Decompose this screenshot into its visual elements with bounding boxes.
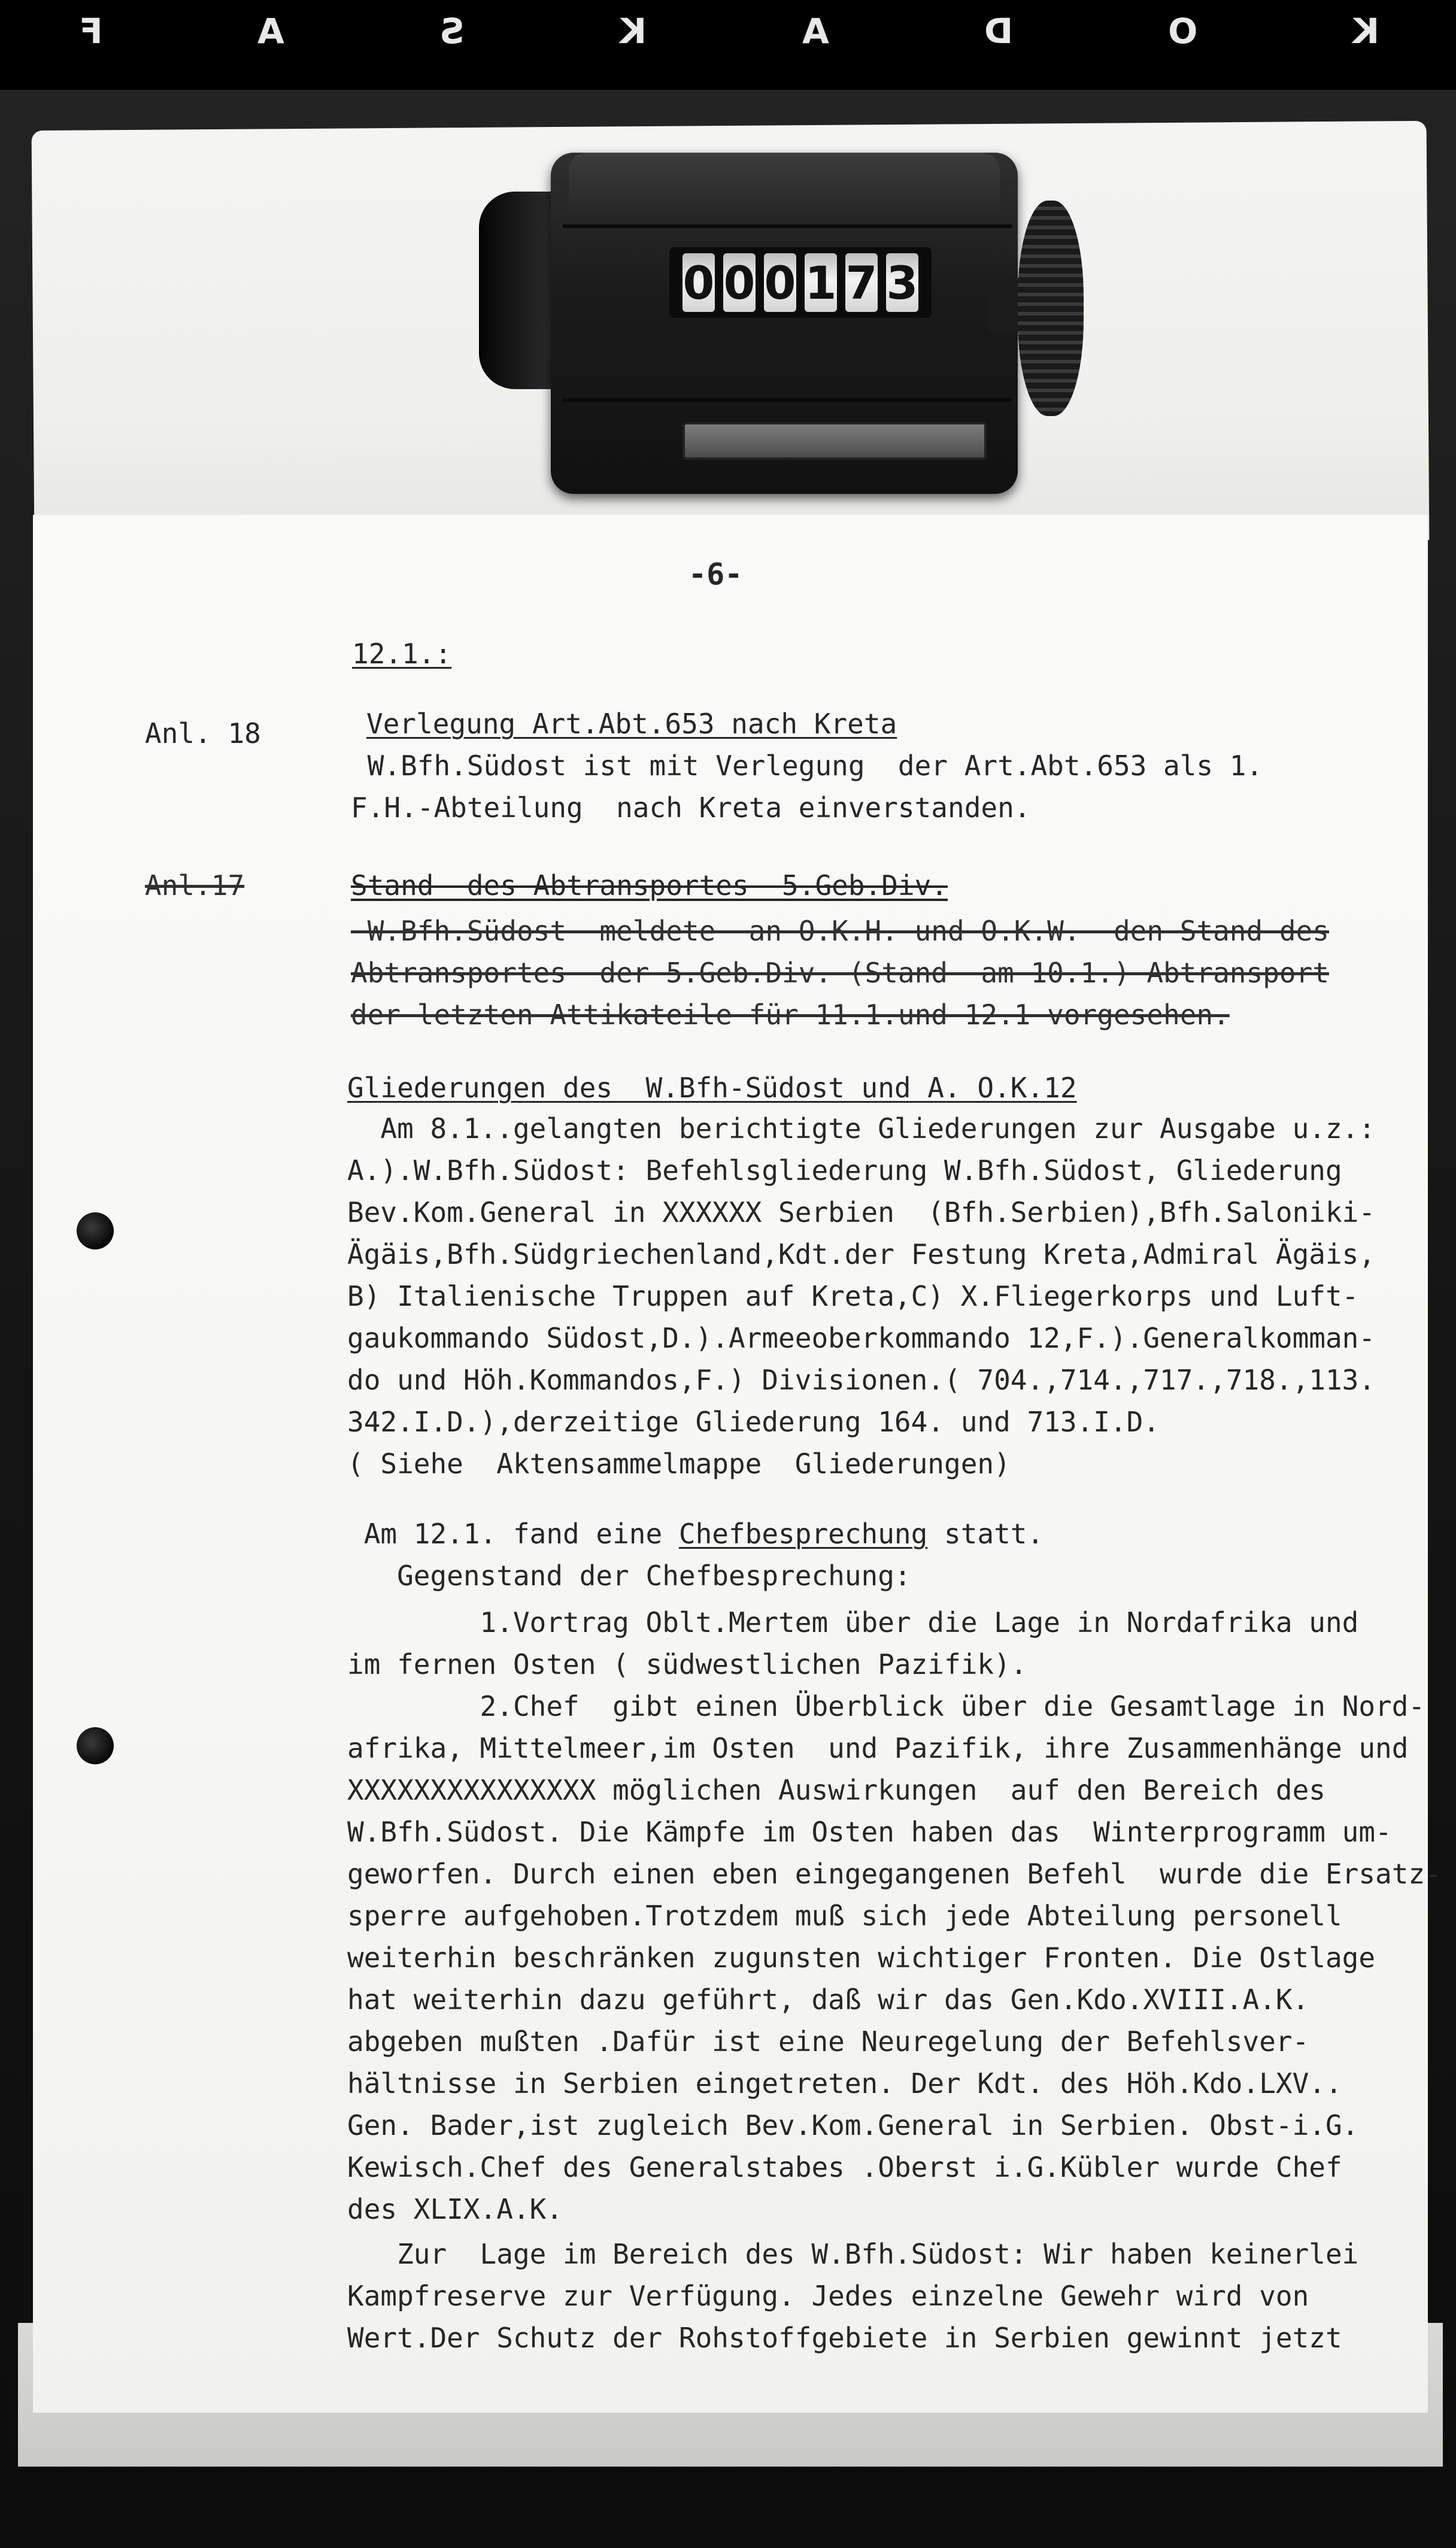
counter-top-plate	[569, 153, 1000, 219]
punch-hole	[77, 1727, 114, 1764]
film-edge	[0, 0, 1456, 90]
counter-display	[669, 247, 932, 318]
counter-digit: 1	[805, 253, 837, 312]
film-edge-lettering	[0, 11, 1456, 51]
film-letter: O	[1165, 11, 1198, 51]
chefbesprechung-line: Zur Lage im Bereich des W.Bfh.Südost: Wir haben keinerlei	[347, 2238, 1359, 2270]
counter-right-knob	[1018, 201, 1084, 416]
page-number: -6-	[688, 557, 743, 592]
chefbesprechung-line: Kampfreserve zur Verfügung. Jedes einzelne Gewehr wird von	[347, 2280, 1309, 2312]
chefbesprechung-line: geworfen. Durch einen eben eingegangenen Befehl wurde die Ersatz-	[347, 1858, 1442, 1890]
gliederungen-line: Ägäis,Bfh.Südgriechenland,Kdt.der Festung Kreta,Admiral Ägäis,	[347, 1238, 1376, 1270]
chefbesprechung-line: hat weiterhin dazu geführt, daß wir das Gen.Kdo.XVIII.A.K.	[347, 1983, 1309, 2016]
gliederungen-line: Am 8.1..gelangten berichtigte Gliederungen zur Ausgabe u.z.:	[347, 1112, 1376, 1145]
chefbesprechung-line: XXXXXXXXXXXXXXX möglichen Auswirkungen auf den Bereich des	[347, 1774, 1325, 1806]
counter-digit: 0	[764, 253, 796, 312]
annex-17-title: Stand des Abtransportes 5.Geb.Div.	[351, 869, 948, 902]
annex-17-line: Abtransportes der 5.Geb.Div. (Stand am 10.1.) Abtransport	[351, 957, 1329, 989]
date-heading: 12.1.:	[352, 638, 452, 670]
film-letter: A	[799, 11, 829, 51]
chefbesprechung-line: des XLIX.A.K.	[347, 2193, 563, 2225]
film-letter: A	[255, 11, 285, 51]
gliederungen-line: B) Italienische Truppen auf Kreta,C) X.Fliegerkorps und Luft-	[347, 1280, 1359, 1312]
annex-18-reference: Anl. 18	[145, 717, 261, 750]
annex-18-title: Verlegung Art.Abt.653 nach Kreta	[366, 708, 897, 740]
counter-digit: 7	[845, 253, 878, 312]
counter-digit: 3	[886, 253, 918, 312]
punch-hole	[77, 1212, 114, 1249]
chefbesprechung-line: afrika, Mittelmeer,im Osten und Pazifik, ihre Zusammenhänge und	[347, 1732, 1409, 1764]
chefbesprechung-line: weiterhin beschränken zugunsten wichtiger Fronten. Die Ostlage	[347, 1942, 1376, 1974]
chefbesprechung-intro	[347, 1518, 1044, 1550]
chefbesprechung-line: Kewisch.Chef des Generalstabes .Oberst i.G.Kübler wurde Chef	[347, 2151, 1342, 2183]
chefbesprechung-line: Gegenstand der Chefbesprechung:	[347, 1560, 911, 1592]
counter-ridge	[563, 225, 1012, 228]
film-letter: F	[76, 11, 103, 51]
counter-digit: 0	[723, 253, 756, 312]
film-letter: K	[617, 11, 647, 51]
frame-counter-device	[479, 141, 1090, 500]
gliederungen-line: gaukommando Südost,D.).Armeeoberkommando 12,F.).Generalkomman-	[347, 1322, 1376, 1354]
annex-17-line: W.Bfh.Südost meldete an O.K.H. und O.K.W. den Stand des	[351, 915, 1329, 947]
gliederungen-line: do und Höh.Kommandos,F.) Divisionen.( 704.,714.,717.,718.,113.	[347, 1364, 1376, 1396]
counter-ridge	[563, 398, 1012, 402]
gliederungen-line: ( Siehe Aktensammelmappe Gliederungen)	[347, 1448, 1011, 1480]
chefbesprechung-line: 1.Vortrag Oblt.Mertem über die Lage in Nordafrika und	[347, 1606, 1359, 1639]
chefbesprechung-line: im fernen Osten ( südwestlichen Pazifik).	[347, 1648, 1027, 1681]
counter-digit: 0	[682, 253, 715, 312]
film-letter: K	[1350, 11, 1380, 51]
chefbesprechung-intro-start: Am 12.1. fand eine	[347, 1518, 679, 1550]
film-letter: S	[437, 11, 465, 51]
gliederungen-title: Gliederungen des W.Bfh-Südost und A. O.K.12	[347, 1072, 1077, 1104]
chefbesprechung-line: Gen. Bader,ist zugleich Bev.Kom.General in Serbien. Obst-i.G.	[347, 2109, 1359, 2141]
gliederungen-line: A.).W.Bfh.Südost: Befehlsgliederung W.Bfh.Südost, Gliederung	[347, 1154, 1342, 1187]
chefbesprechung-underlined-word: Chefbesprechung	[678, 1518, 928, 1550]
annex-18-line: W.Bfh.Südost ist mit Verlegung der Art.Abt.653 als 1.	[351, 750, 1263, 782]
annex-17-reference: Anl.17	[145, 869, 245, 902]
annex-18-line: F.H.-Abteilung nach Kreta einverstanden.	[351, 791, 1031, 824]
gliederungen-line: Bev.Kom.General in XXXXXX Serbien (Bfh.Serbien),Bfh.Saloniki-	[347, 1196, 1376, 1228]
counter-slot	[682, 422, 987, 460]
chefbesprechung-line: Wert.Der Schutz der Rohstoffgebiete in Serbien gewinnt jetzt	[347, 2322, 1342, 2354]
film-letter: D	[981, 11, 1013, 51]
annex-17-line: der letzten Attikateile für 11.1.und 12.1 vorgesehen.	[351, 999, 1230, 1031]
gliederungen-line: 342.I.D.),derzeitige Gliederung 164. und 713.I.D.	[347, 1406, 1160, 1438]
chefbesprechung-line: hältnisse in Serbien eingetreten. Der Kdt. des Höh.Kdo.LXV..	[347, 2067, 1342, 2100]
chefbesprechung-line: abgeben mußten .Dafür ist eine Neuregelung der Befehlsver-	[347, 2025, 1309, 2058]
chefbesprechung-line: sperre aufgehoben.Trotzdem muß sich jede Abteilung personell	[347, 1900, 1342, 1932]
chefbesprechung-intro-end: statt.	[927, 1518, 1044, 1550]
chefbesprechung-line: 2.Chef gibt einen Überblick über die Gesamtlage in Nord-	[347, 1690, 1425, 1722]
chefbesprechung-line: W.Bfh.Südost. Die Kämpfe im Osten haben das Winterprogramm um-	[347, 1816, 1392, 1848]
